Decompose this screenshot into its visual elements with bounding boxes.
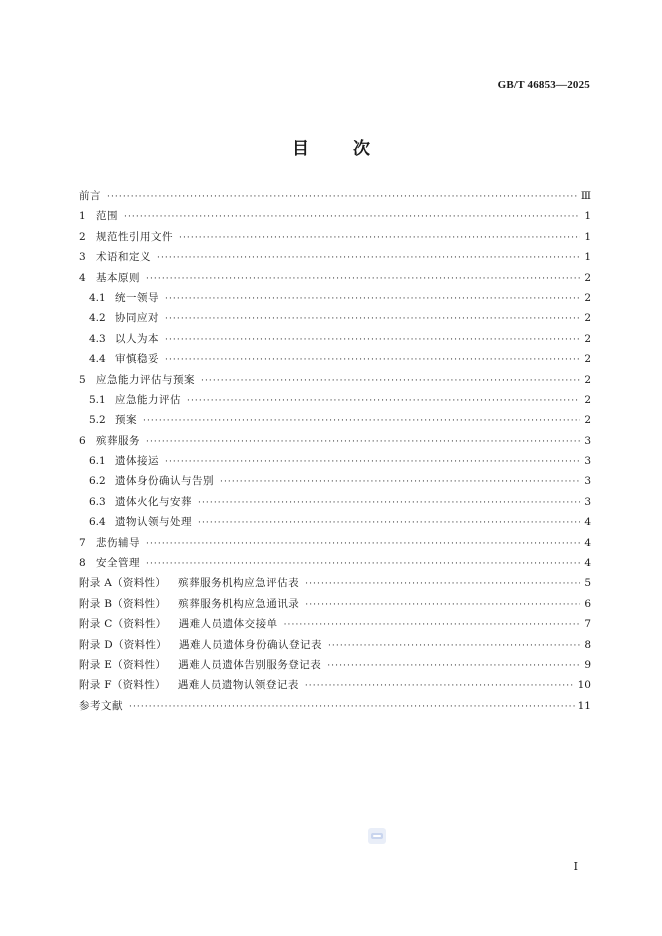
toc-entry-page: 7	[584, 618, 591, 631]
toc-entry-page: 11	[577, 699, 591, 712]
toc-entry[interactable]	[79, 514, 591, 534]
toc-entry-page: 2	[584, 353, 591, 366]
table-of-contents	[79, 188, 591, 718]
toc-entry[interactable]	[79, 310, 591, 330]
toc-entry-number: 3	[79, 251, 86, 264]
toc-entry-label: 安全管理	[96, 557, 140, 570]
toc-entry-annex-title: 殡葬服务机构应急评估表	[178, 577, 300, 590]
toc-leader-dots	[165, 458, 580, 467]
toc-leader-dots	[146, 275, 580, 284]
toc-leader-dots	[305, 580, 580, 589]
toc-entry-number: 6.4	[89, 516, 106, 529]
toc-entry-label: 术语和定义	[96, 251, 151, 264]
toc-leader-dots	[146, 540, 580, 549]
toc-entry-number: 7	[79, 536, 86, 549]
toc-entry-page: 8	[584, 638, 591, 651]
toc-leader-dots	[284, 621, 580, 630]
toc-entry-page: 2	[584, 312, 591, 325]
toc-entry-label: 附录 B（资料性）	[79, 597, 167, 610]
watermark-logo-icon	[368, 828, 386, 844]
toc-entry-page: 3	[584, 434, 591, 447]
toc-entry-number: 1	[79, 210, 86, 223]
toc-entry-page: 3	[584, 495, 591, 508]
toc-entry-label: 前言	[79, 190, 101, 202]
toc-leader-dots	[124, 213, 580, 222]
toc-entry[interactable]	[79, 637, 591, 657]
page-number: I	[573, 860, 578, 873]
toc-entry-number: 6.1	[89, 455, 106, 468]
toc-entry-label: 规范性引用文件	[96, 230, 173, 243]
toc-leader-dots	[143, 417, 580, 426]
toc-entry-number: 6	[79, 434, 86, 447]
toc-entry-label: 预案	[115, 414, 137, 427]
toc-entry-page: 1	[584, 251, 591, 264]
toc-entry-annex-title: 遇难人员遗体交接单	[178, 618, 278, 631]
toc-entry-page: 4	[584, 557, 591, 570]
toc-entry-label: 审慎稳妥	[115, 353, 159, 366]
toc-entry-label: 应急能力评估	[115, 393, 181, 406]
toc-leader-dots	[107, 193, 578, 202]
toc-entry[interactable]	[79, 351, 591, 371]
toc-entry-number: 4.3	[89, 332, 106, 345]
toc-entry[interactable]	[79, 657, 591, 677]
toc-entry-label: 应急能力评估与预案	[96, 373, 195, 386]
toc-leader-dots	[146, 438, 580, 447]
toc-entry[interactable]	[79, 270, 591, 290]
toc-entry-number: 4	[79, 271, 86, 284]
toc-entry-label: 附录 D（资料性）	[79, 638, 167, 651]
toc-leader-dots	[305, 601, 580, 610]
toc-leader-dots	[201, 377, 580, 386]
toc-entry[interactable]	[79, 575, 591, 595]
toc-entry[interactable]	[79, 249, 591, 269]
toc-entry-number: 5.1	[89, 393, 106, 406]
toc-leader-dots	[146, 560, 580, 569]
toc-entry-number: 6.3	[89, 495, 106, 508]
toc-leader-dots	[157, 254, 580, 263]
toc-entry-label: 遗体火化与安葬	[115, 495, 192, 508]
toc-entry-annex-title: 殡葬服务机构应急通讯录	[178, 597, 300, 610]
toc-entry-label: 基本原则	[96, 271, 140, 284]
toc-entry-label: 遗体身份确认与告别	[115, 475, 214, 488]
toc-entry-label: 遗物认领与处理	[115, 516, 192, 529]
toc-entry-page: 2	[584, 393, 591, 406]
toc-leader-dots	[198, 519, 580, 528]
toc-leader-dots	[220, 478, 580, 487]
toc-leader-dots	[165, 356, 580, 365]
toc-entry-page: 4	[584, 516, 591, 529]
toc-title-char-1: 目	[292, 139, 309, 159]
toc-entry-number: 4.2	[89, 312, 106, 325]
toc-entry[interactable]	[79, 290, 591, 310]
toc-entry-annex-title: 遇难人员遗体身份确认登记表	[178, 638, 322, 651]
toc-entry-label: 附录 A（资料性）	[79, 577, 167, 590]
toc-entry-page: 2	[584, 291, 591, 304]
toc-entry[interactable]	[79, 392, 591, 412]
toc-entry-label: 协同应对	[115, 312, 159, 325]
toc-entry[interactable]	[79, 208, 591, 228]
toc-leader-dots	[305, 682, 575, 691]
toc-entry-page: 1	[584, 210, 591, 223]
toc-entry-number: 4.4	[89, 353, 106, 366]
toc-entry-label: 悲伤辅导	[96, 536, 140, 549]
toc-entry-label: 范围	[96, 210, 118, 223]
toc-leader-dots	[129, 703, 575, 712]
toc-leader-dots	[165, 315, 580, 324]
toc-entry[interactable]	[79, 229, 591, 249]
toc-entry-label: 附录 C（资料性）	[79, 618, 167, 631]
toc-title-char-2: 次	[353, 139, 370, 159]
toc-entry[interactable]	[79, 433, 591, 453]
toc-entry[interactable]	[79, 596, 591, 616]
toc-entry[interactable]	[79, 616, 591, 636]
toc-entry-page: 4	[584, 536, 591, 549]
toc-entry-page: 5	[584, 577, 591, 590]
toc-entry-number: 2	[79, 230, 86, 243]
toc-entry-page: Ⅲ	[580, 190, 591, 202]
toc-leader-dots	[165, 295, 580, 304]
toc-leader-dots	[198, 499, 580, 508]
toc-entry[interactable]	[79, 188, 591, 208]
toc-entry-page: 2	[584, 332, 591, 345]
standard-number: GB/T 46853—2025	[497, 79, 590, 91]
toc-entry[interactable]	[79, 494, 591, 514]
toc-entry-page: 9	[584, 658, 591, 671]
toc-entry[interactable]	[79, 555, 591, 575]
toc-entry-number: 4.1	[89, 291, 106, 304]
toc-entry-label: 参考文献	[79, 699, 123, 712]
toc-leader-dots	[165, 336, 580, 345]
toc-leader-dots	[187, 397, 580, 406]
toc-entry[interactable]	[79, 677, 591, 697]
toc-entry[interactable]	[79, 453, 591, 473]
toc-entry-annex-title: 遇难人员遗物认领登记表	[177, 679, 299, 692]
toc-entry-page: 2	[584, 373, 591, 386]
toc-entry-page: 2	[584, 271, 591, 284]
toc-leader-dots	[328, 642, 580, 651]
toc-entry-label: 遗体接运	[115, 455, 159, 468]
toc-title	[0, 134, 662, 159]
toc-entry-page: 10	[577, 679, 591, 692]
toc-entry-label: 附录 F（资料性）	[79, 679, 166, 692]
toc-entry-page: 6	[584, 597, 591, 610]
toc-entry[interactable]	[79, 473, 591, 493]
toc-entry[interactable]	[79, 412, 591, 432]
toc-entry[interactable]	[79, 331, 591, 351]
toc-entry[interactable]	[79, 535, 591, 555]
toc-entry-label: 殡葬服务	[96, 434, 140, 447]
toc-leader-dots	[179, 234, 580, 243]
toc-entry-number: 6.2	[89, 475, 106, 488]
toc-entry-number: 8	[79, 557, 86, 570]
toc-entry-page: 3	[584, 455, 591, 468]
toc-entry-page: 1	[584, 230, 591, 243]
toc-entry-page: 3	[584, 475, 591, 488]
toc-leader-dots	[327, 662, 580, 671]
toc-entry-number: 5	[79, 373, 86, 386]
toc-entry[interactable]	[79, 698, 591, 718]
toc-entry-label: 统一领导	[115, 291, 159, 304]
toc-entry-label: 以人为本	[115, 332, 159, 345]
toc-entry-page: 2	[584, 414, 591, 427]
toc-entry-label: 附录 E（资料性）	[79, 658, 167, 671]
toc-entry-number: 5.2	[89, 414, 106, 427]
toc-entry-annex-title: 遇难人员遗体告别服务登记表	[178, 658, 322, 671]
toc-entry[interactable]	[79, 372, 591, 392]
